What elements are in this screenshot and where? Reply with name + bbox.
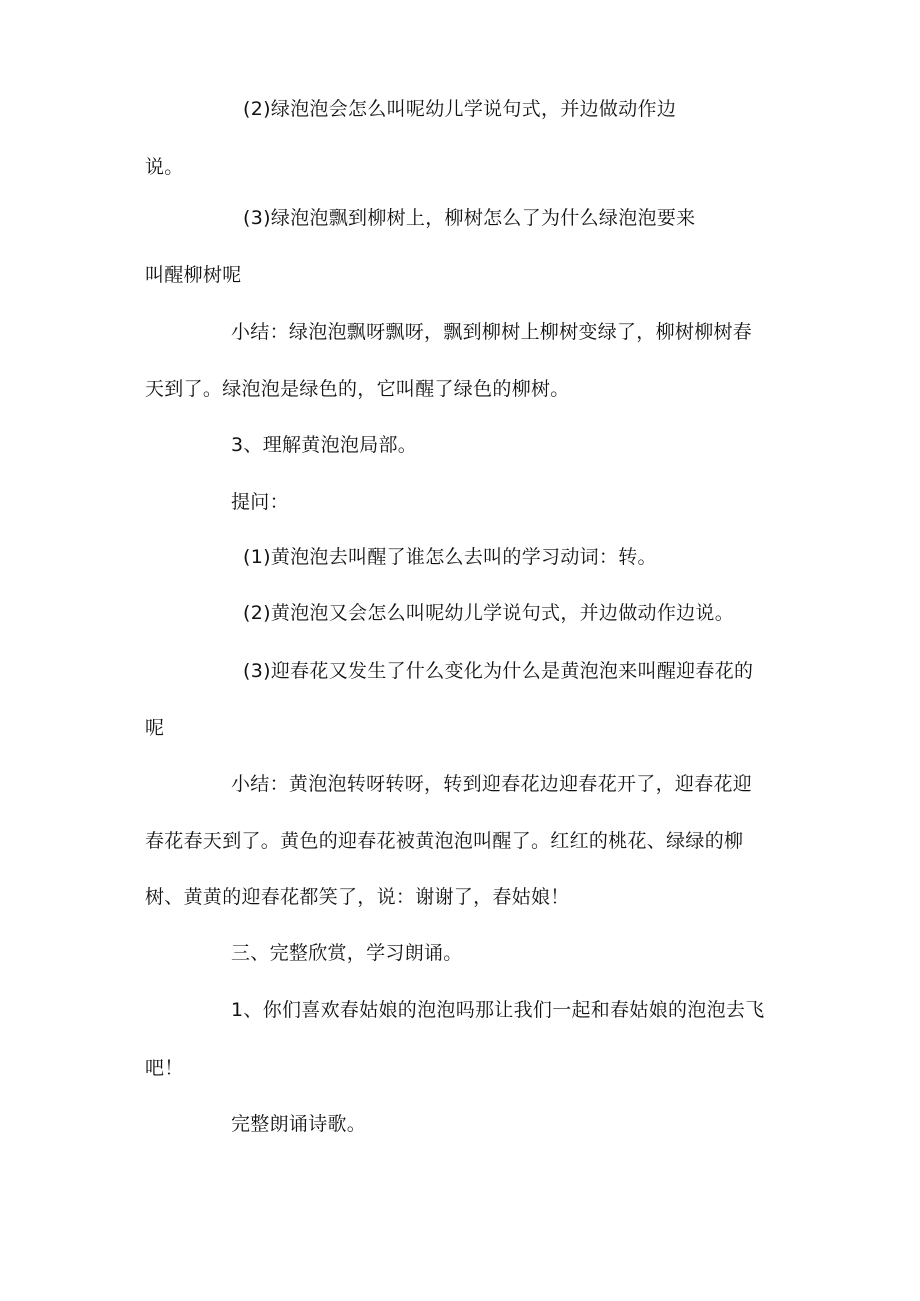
text-line: (2)绿泡泡会怎么叫呢幼儿学说句式，并边做动作边: [243, 98, 677, 120]
text-line: 说。: [145, 156, 184, 178]
text-line: 树、黄黄的迎春花都笑了，说：谢谢了，春姑娘！: [145, 886, 570, 908]
text-line: 1、你们喜欢春姑娘的泡泡吗那让我们一起和春姑娘的泡泡去飞: [231, 999, 765, 1021]
text-line: 呢: [145, 717, 165, 739]
text-line: 吧！: [145, 1057, 184, 1079]
text-line: 小结：黄泡泡转呀转呀，转到迎春花边迎春花开了，迎春花迎: [231, 773, 753, 795]
text-line: 叫醒柳树呢: [145, 264, 242, 286]
text-line: 天到了。绿泡泡是绿色的，它叫醒了绿色的柳树。: [145, 378, 570, 400]
text-line: (3)绿泡泡飘到柳树上，柳树怎么了为什么绿泡泡要来: [243, 207, 696, 229]
text-line: 三、完整欣赏，学习朗诵。: [231, 942, 463, 964]
text-line: 3、理解黄泡泡局部。: [231, 434, 418, 456]
text-line: 提问：: [231, 491, 289, 513]
text-line: (2)黄泡泡又会怎么叫呢幼儿学说句式，并边做动作边说。: [243, 602, 735, 624]
text-line: (1)黄泡泡去叫醒了谁怎么去叫的学习动词：转。: [243, 546, 657, 568]
text-line: (3)迎春花又发生了什么变化为什么是黄泡泡来叫醒迎春花的: [243, 660, 754, 682]
text-line: 完整朗诵诗歌。: [231, 1113, 367, 1135]
text-line: 小结：绿泡泡飘呀飘呀，飘到柳树上柳树变绿了，柳树柳树春: [231, 321, 753, 343]
text-line: 春花春天到了。黄色的迎春花被黄泡泡叫醒了。红红的桃花、绿绿的柳: [145, 830, 744, 852]
